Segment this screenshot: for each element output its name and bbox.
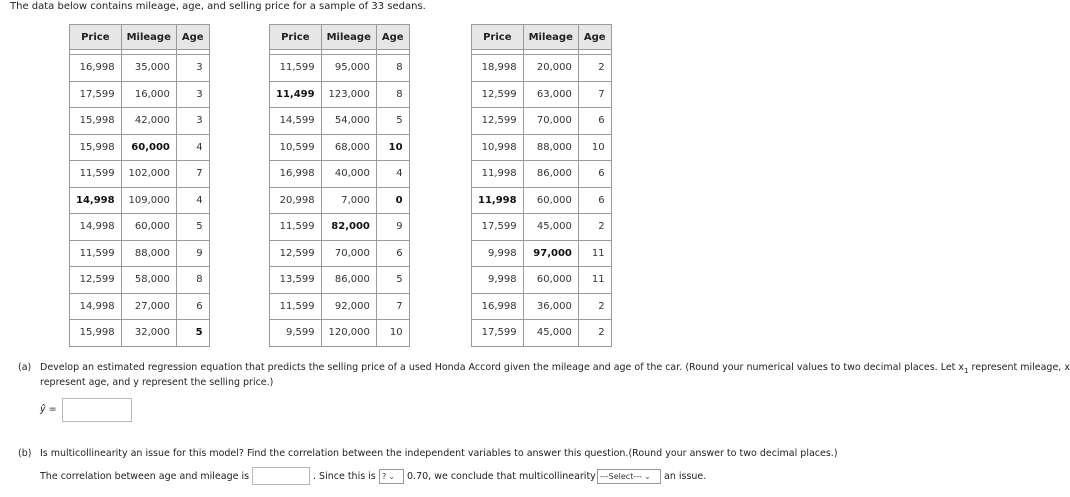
table-row xyxy=(472,267,612,294)
table-row xyxy=(472,214,612,241)
price-cell: 12,599 xyxy=(472,108,524,135)
price-cell: 14,998 xyxy=(70,293,122,320)
mileage-cell: 63,000 xyxy=(523,81,578,108)
since-text: . Since this is xyxy=(313,471,376,482)
table-row xyxy=(270,161,410,188)
mileage-cell: 82,000 xyxy=(321,214,376,241)
mileage-cell: 16,000 xyxy=(121,81,176,108)
issue-select[interactable] xyxy=(597,469,661,484)
correlation-prefix: The correlation between age and mileage is xyxy=(40,471,250,482)
age-cell: 5 xyxy=(376,267,409,294)
table-row xyxy=(70,240,210,267)
age-cell: 4 xyxy=(176,187,209,214)
price-cell: 11,599 xyxy=(270,55,322,82)
age-cell: 2 xyxy=(578,55,611,82)
table-row xyxy=(472,108,612,135)
x1-subscript: 1 xyxy=(964,366,969,375)
price-cell: 15,998 xyxy=(70,134,122,161)
price-cell: 15,998 xyxy=(70,320,122,347)
table-row xyxy=(472,320,612,347)
age-cell: 3 xyxy=(176,81,209,108)
data-table-3 xyxy=(471,24,612,347)
mileage-cell: 40,000 xyxy=(321,161,376,188)
age-cell: 5 xyxy=(176,320,209,347)
table-row xyxy=(472,134,612,161)
table-row xyxy=(472,293,612,320)
mileage-cell: 97,000 xyxy=(523,240,578,267)
mileage-cell: 60,000 xyxy=(523,187,578,214)
table-row xyxy=(70,55,210,82)
price-cell: 9,599 xyxy=(270,320,322,347)
price-cell: 11,599 xyxy=(70,240,122,267)
table-row xyxy=(270,108,410,135)
age-cell: 2 xyxy=(578,214,611,241)
mileage-cell: 88,000 xyxy=(523,134,578,161)
mileage-cell: 70,000 xyxy=(321,240,376,267)
intro-text: The data below contains mileage, age, and selling price for a sample of 33 sedans. xyxy=(10,1,426,12)
chevron-down-icon: ⌄ xyxy=(644,472,651,481)
table-row xyxy=(472,55,612,82)
age-cell: 10 xyxy=(376,134,409,161)
age-cell: 5 xyxy=(176,214,209,241)
mileage-cell: 20,000 xyxy=(523,55,578,82)
threshold-text: 0.70, we conclude that multicollinearity xyxy=(407,471,596,482)
mileage-cell: 86,000 xyxy=(523,161,578,188)
price-cell: 11,499 xyxy=(270,81,322,108)
table-row xyxy=(70,293,210,320)
data-table-2 xyxy=(269,24,410,347)
mileage-cell: 70,000 xyxy=(523,108,578,135)
price-cell: 10,599 xyxy=(270,134,322,161)
age-cell: 11 xyxy=(578,267,611,294)
table-row xyxy=(472,187,612,214)
age-cell: 8 xyxy=(176,267,209,294)
price-cell: 17,599 xyxy=(472,320,524,347)
price-cell: 16,998 xyxy=(472,293,524,320)
age-cell: 6 xyxy=(376,240,409,267)
price-cell: 14,998 xyxy=(70,214,122,241)
price-cell: 15,998 xyxy=(70,108,122,135)
comparison-selected: ? xyxy=(382,472,387,481)
mileage-cell: 109,000 xyxy=(121,187,176,214)
column-header: Mileage xyxy=(121,25,176,50)
part-a-line1: Develop an estimated regression equation that predicts the selling price of a used Honda Accord given the mileage and age of the car. (Round your numerical values to two decimal places. Let x xyxy=(40,362,965,373)
table-row xyxy=(70,267,210,294)
table-row xyxy=(270,320,410,347)
mileage-cell: 68,000 xyxy=(321,134,376,161)
price-cell: 17,599 xyxy=(472,214,524,241)
price-cell: 16,998 xyxy=(70,55,122,82)
price-cell: 16,998 xyxy=(270,161,322,188)
table-row xyxy=(270,187,410,214)
mileage-cell: 60,000 xyxy=(523,267,578,294)
age-cell: 5 xyxy=(376,108,409,135)
age-cell: 0 xyxy=(376,187,409,214)
price-cell: 11,998 xyxy=(472,187,524,214)
age-cell: 7 xyxy=(176,161,209,188)
table-header-row xyxy=(70,25,210,50)
data-table-1 xyxy=(69,24,210,347)
table-row xyxy=(70,161,210,188)
column-header: Age xyxy=(376,25,409,50)
table-row xyxy=(472,161,612,188)
price-cell: 11,599 xyxy=(70,161,122,188)
price-cell: 11,998 xyxy=(472,161,524,188)
age-cell: 7 xyxy=(376,293,409,320)
part-b-question: Is multicollinearity an issue for this model? Find the correlation between the independent variables to answer this question.(Round your answer to two decimal places.) xyxy=(40,448,838,459)
column-header: Age xyxy=(176,25,209,50)
table-row xyxy=(70,214,210,241)
part-a-line1-end: represent mileage, x xyxy=(968,362,1070,373)
table-row xyxy=(70,81,210,108)
age-cell: 6 xyxy=(578,161,611,188)
price-cell: 20,998 xyxy=(270,187,322,214)
table-row xyxy=(270,55,410,82)
price-cell: 9,998 xyxy=(472,240,524,267)
age-cell: 3 xyxy=(176,108,209,135)
mileage-cell: 60,000 xyxy=(121,134,176,161)
table-row xyxy=(270,214,410,241)
table-row xyxy=(70,187,210,214)
table-row xyxy=(472,81,612,108)
mileage-cell: 86,000 xyxy=(321,267,376,294)
mileage-cell: 7,000 xyxy=(321,187,376,214)
part-b-label: (b) xyxy=(18,448,32,459)
column-header: Age xyxy=(578,25,611,50)
table-header-row xyxy=(472,25,612,50)
price-cell: 13,599 xyxy=(270,267,322,294)
column-header: Price xyxy=(270,25,322,50)
table-row xyxy=(472,240,612,267)
mileage-cell: 32,000 xyxy=(121,320,176,347)
age-cell: 2 xyxy=(578,320,611,347)
mileage-cell: 102,000 xyxy=(121,161,176,188)
mileage-cell: 54,000 xyxy=(321,108,376,135)
mileage-cell: 27,000 xyxy=(121,293,176,320)
price-cell: 12,599 xyxy=(472,81,524,108)
age-cell: 8 xyxy=(376,81,409,108)
price-cell: 17,599 xyxy=(70,81,122,108)
table-header-row xyxy=(270,25,410,50)
age-cell: 3 xyxy=(176,55,209,82)
table-row xyxy=(270,267,410,294)
mileage-cell: 60,000 xyxy=(121,214,176,241)
regression-equation-input[interactable] xyxy=(62,398,132,422)
mileage-cell: 92,000 xyxy=(321,293,376,320)
age-cell: 4 xyxy=(376,161,409,188)
comparison-select[interactable] xyxy=(379,469,404,484)
table-row xyxy=(70,108,210,135)
age-cell: 4 xyxy=(176,134,209,161)
mileage-cell: 45,000 xyxy=(523,214,578,241)
age-cell: 10 xyxy=(578,134,611,161)
table-row xyxy=(70,134,210,161)
mileage-cell: 35,000 xyxy=(121,55,176,82)
table-row xyxy=(270,293,410,320)
column-header: Price xyxy=(472,25,524,50)
mileage-cell: 123,000 xyxy=(321,81,376,108)
age-cell: 2 xyxy=(578,293,611,320)
mileage-cell: 42,000 xyxy=(121,108,176,135)
correlation-input[interactable] xyxy=(252,467,310,485)
price-cell: 9,998 xyxy=(472,267,524,294)
column-header: Mileage xyxy=(523,25,578,50)
age-cell: 6 xyxy=(176,293,209,320)
price-cell: 10,998 xyxy=(472,134,524,161)
mileage-cell: 45,000 xyxy=(523,320,578,347)
price-cell: 18,998 xyxy=(472,55,524,82)
table-row xyxy=(270,134,410,161)
column-header: Mileage xyxy=(321,25,376,50)
chevron-down-icon: ⌄ xyxy=(388,472,395,481)
mileage-cell: 120,000 xyxy=(321,320,376,347)
age-cell: 10 xyxy=(376,320,409,347)
mileage-cell: 88,000 xyxy=(121,240,176,267)
mileage-cell: 95,000 xyxy=(321,55,376,82)
yhat-label: ŷ = xyxy=(40,404,57,415)
age-cell: 11 xyxy=(578,240,611,267)
mileage-cell: 58,000 xyxy=(121,267,176,294)
age-cell: 9 xyxy=(176,240,209,267)
table-row xyxy=(270,240,410,267)
mileage-cell: 36,000 xyxy=(523,293,578,320)
price-cell: 14,599 xyxy=(270,108,322,135)
age-cell: 7 xyxy=(578,81,611,108)
age-cell: 6 xyxy=(578,187,611,214)
age-cell: 6 xyxy=(578,108,611,135)
issue-selected: ---Select--- xyxy=(600,472,642,481)
age-cell: 9 xyxy=(376,214,409,241)
price-cell: 12,599 xyxy=(70,267,122,294)
table-row xyxy=(270,81,410,108)
price-cell: 14,998 xyxy=(70,187,122,214)
table-row xyxy=(70,320,210,347)
part-a-label: (a) xyxy=(18,362,32,373)
issue-suffix: an issue. xyxy=(664,471,707,482)
price-cell: 12,599 xyxy=(270,240,322,267)
price-cell: 11,599 xyxy=(270,293,322,320)
column-header: Price xyxy=(70,25,122,50)
part-a-line2: represent age, and y represent the selling price.) xyxy=(40,377,274,388)
age-cell: 8 xyxy=(376,55,409,82)
price-cell: 11,599 xyxy=(270,214,322,241)
